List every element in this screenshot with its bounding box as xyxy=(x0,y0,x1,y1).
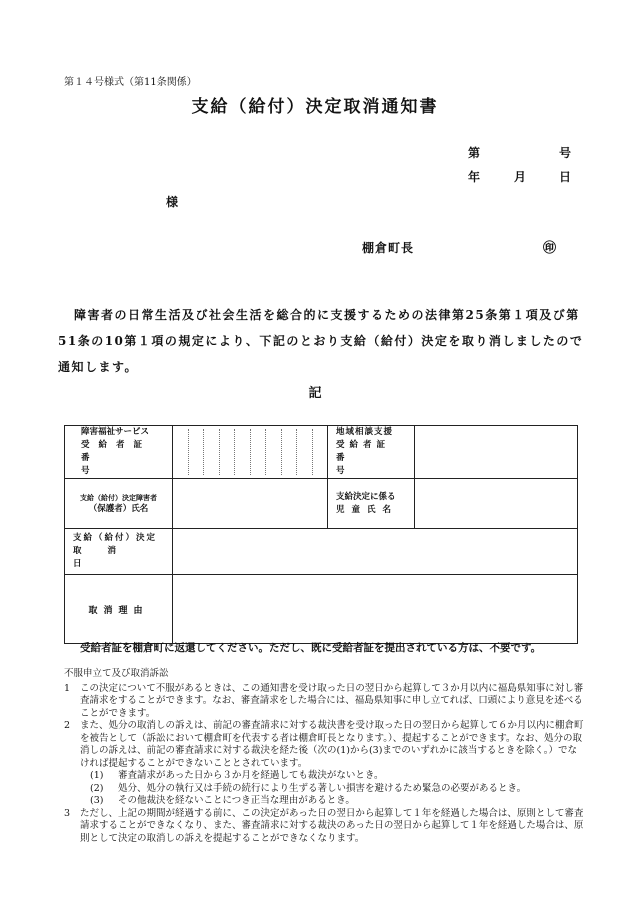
person-name-field[interactable] xyxy=(173,479,328,529)
table-row xyxy=(65,575,578,644)
child-name-field[interactable] xyxy=(415,479,578,529)
cert-number-field[interactable] xyxy=(173,426,328,479)
person-name-label: 支給（給付）決定障害者 （保護者）氏名 xyxy=(65,479,173,529)
cancel-reason-label: 取消理由 xyxy=(65,575,173,644)
document-title: 支給（給付）決定取消通知書 xyxy=(191,97,439,117)
date-year: 年 xyxy=(468,170,481,184)
recipient-honorific: 様 xyxy=(166,195,179,209)
appeal-heading: 不服申立て及び取消訴訟 xyxy=(64,668,169,679)
body-paragraph: 障害者の日常生活及び社会生活を総合的に支援するための法律第25条第１項及び第51条の10第１項の規定により、下記のとおり支給（給付）決定を取り消しましたので通知します。 xyxy=(58,308,584,374)
appeal-subitem-1: (1) 審査請求があった日から３か月を経過しても裁決がないとき。 xyxy=(90,770,384,781)
ki-heading: 記 xyxy=(308,386,322,401)
cancel-reason-field[interactable] xyxy=(173,575,578,644)
child-name-label: 支給決定に係る 児童氏名 xyxy=(328,479,415,529)
appeal-item-2: 2 また、処分の取消しの訴えは、前記の審査請求に対する裁決書を受け取った日の翌日から起算して６か月以内に棚倉町を被告として（訴訟において棚倉町を代表する者は棚倉町長となります。）、提起することができます。なお、処分の取消しの訴えは、前記の審査請求に対する裁決を経た後（次の(1)から(3)までのいずれかに該当するときを除く。）でなければ提起することができないこととされています。 xyxy=(64,720,584,769)
doc-number-suffix: 号 xyxy=(559,146,572,160)
form-number-label: 第１４号様式（第11条関係） xyxy=(64,77,197,88)
table-row xyxy=(65,479,578,529)
appeal-subitem-3: (3) その他裁決を経ないことにつき正当な理由があるとき。 xyxy=(90,795,355,806)
date-month: 月 xyxy=(514,170,527,184)
appeal-subitem-2: (2) 処分、処分の執行又は手続の続行により生ずる著しい損害を避けるため緊急の必要があるとき。 xyxy=(90,782,527,794)
seal-mark: ㊞ xyxy=(543,241,557,256)
doc-number-prefix: 第 xyxy=(468,146,481,160)
details-table xyxy=(64,425,578,644)
cert-number-label: 障害福祉サービス 受給者証 番号 xyxy=(65,426,173,479)
consult-number-label: 地域相談支援 受給者証 番号 xyxy=(328,426,415,479)
cancel-date-label: 支給（給付）決定 取消日 xyxy=(65,529,173,575)
return-notice: 受給者証を棚倉町に返還してください。ただし、既に受給者証を提出されている方は、不要です。 xyxy=(80,642,542,654)
date-day: 日 xyxy=(559,170,572,184)
table-row xyxy=(65,529,578,575)
cancel-date-field[interactable] xyxy=(173,529,578,575)
consult-number-field[interactable] xyxy=(415,426,578,479)
appeal-item-1: 1 この決定について不服があるときは、この通知書を受け取った日の翌日から起算して３か月以内に福島県知事に対し審査請求をすることができます。なお、審査請求をした場合には、福島県知事に申し立てれば、口頭により意見を述べることができます。 xyxy=(64,682,584,719)
issuer-name: 棚倉町長 xyxy=(362,241,415,255)
table-row xyxy=(65,426,578,479)
appeal-item-3: 3 ただし、上記の期間が経過する前に、この決定があった日の翌日から起算して１年を経過した場合は、原則として審査請求することができなくなり、また、審査請求に対する裁決のあった日の翌日から起算して１年を経過した場合は、原則として決定の取消しの訴えを提起することができなくなります。 xyxy=(64,807,584,844)
appeal-section xyxy=(64,668,584,845)
